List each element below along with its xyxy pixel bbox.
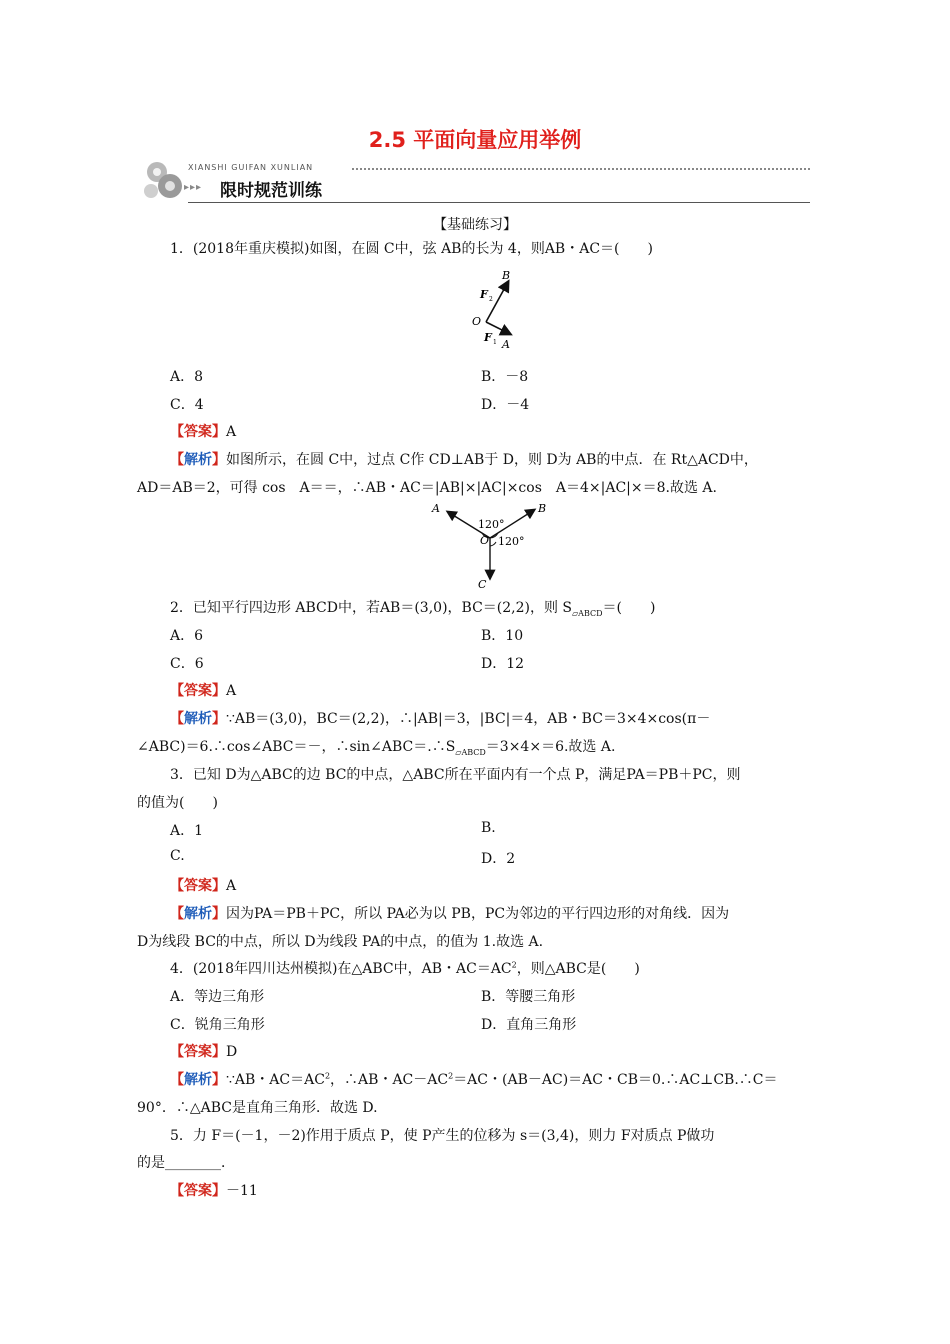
q2-stem: 2．已知平行四边形 ABCD中，若AB＝(3,0)，BC＝(2,2)，则 $S_{▱ABCD}=$( ) <box>170 600 656 618</box>
q3-stem-line-2: 的值为( ) <box>137 795 218 811</box>
banner-pinyin: XIANSHI GUIFAN XUNLIAN <box>188 163 314 172</box>
q1-stem: 1．(2018年重庆模拟)如图，在圆 C中，弦 AB的长为 4，则AB・AC＝( ) <box>170 241 653 257</box>
vector-figure-2 <box>430 498 550 592</box>
q1-answer: 【答案】A <box>170 424 237 440</box>
q1-option-c: C．4 <box>170 397 204 413</box>
q2-option-c: C．6 <box>170 656 204 672</box>
fig1-label-f1-sub: 1 <box>493 339 497 346</box>
q4-option-c: C．锐角三角形 <box>170 1017 265 1033</box>
answer-tag: 【答案】 <box>170 424 226 440</box>
answer-tag: 【答案】 <box>170 878 226 894</box>
q2-analysis-line-2: ∠ABC)＝6.∴cos∠ABC＝－，$\therefore\sin\angle ABC=.\therefore S_{▱ABCD}=3\times 4\times=6$.故选 A. <box>137 739 616 757</box>
q2-option-a: A．6 <box>170 628 204 644</box>
q4-option-a: A．等边三角形 <box>170 989 265 1005</box>
q3-answer: 【答案】A <box>170 878 237 894</box>
fig1-label-f1: F <box>484 331 492 344</box>
q3-option-a: A．1 <box>170 823 204 839</box>
q3-option-b: B. <box>481 820 496 836</box>
q3-analysis-line-1: 【解析】因为PA＝PB＋PC，所以 PA必为以 PB，PC为邻边的平行四边形的对角线．因为 <box>170 906 730 922</box>
answer-tag: 【答案】 <box>170 1183 226 1199</box>
page-title: 2.5 平面向量应用举例 <box>368 128 582 152</box>
q4-answer: 【答案】D <box>170 1044 238 1060</box>
angle-arc-right <box>490 542 496 546</box>
q5-answer: 【答案】－11 <box>170 1183 258 1199</box>
q5-stem-line-1: 5．力 F＝(－1，－2)作用于质点 P，使 P产生的位移为 s＝(3,4)，则力 F对质点 P做功 <box>170 1128 715 1144</box>
analysis-tag: 【解析】 <box>170 711 226 727</box>
banner-rule <box>188 202 810 203</box>
q4-analysis-line-2: 90°．∴△ABC是直角三角形．故选 D. <box>137 1100 378 1116</box>
fig1-label-b: B <box>502 269 511 282</box>
q1-analysis-line-1: 【解析】如图所示，在圆 C中，过点 C作 CD⊥AB于 D，则 D为 AB的中点．在 Rt△ACD中， <box>170 452 758 468</box>
q4-option-d: D．直角三角形 <box>481 1017 577 1033</box>
analysis-tag: 【解析】 <box>170 452 226 468</box>
fig2-angle-top: 120° <box>478 518 505 531</box>
banner-dotted-rule <box>352 168 810 170</box>
answer-tag: 【答案】 <box>170 1044 226 1060</box>
q3-analysis-line-2: D为线段 BC的中点，所以 D为线段 PA的中点，的值为 1.故选 A. <box>137 934 544 950</box>
fig2-label-c: C <box>478 578 487 591</box>
q4-stem: 4．(2018年四川达州模拟)在△ABC中，AB・$AC=AC^2$，则△ABC是( ) <box>170 960 640 977</box>
answer-tag: 【答案】 <box>170 683 226 699</box>
section-heading: 【基础练习】 <box>433 217 517 233</box>
fig1-label-o: O <box>472 315 482 328</box>
q2-answer: 【答案】A <box>170 683 237 699</box>
analysis-tag: 【解析】 <box>170 1072 226 1088</box>
fig2-label-b: B <box>538 502 547 515</box>
fig1-label-a: A <box>502 338 510 351</box>
fig2-label-o: O <box>480 534 490 547</box>
q4-analysis-line-1: 【解析】∵AB・$AC=AC^2$，∴AB・$AC-AC^2=AC$・(AB－AC)＝AC・CB＝0.∴AC⊥CB.∴C＝ <box>170 1071 778 1088</box>
section-banner <box>140 158 810 206</box>
q2-option-b: B．10 <box>481 628 524 644</box>
banner-label: 限时规范训练 <box>220 181 322 201</box>
q4-option-b: B．等腰三角形 <box>481 989 576 1005</box>
fig2-angle-right: 120° <box>498 535 525 548</box>
q3-option-c: C. <box>170 848 185 864</box>
fig1-label-f2: F <box>480 288 488 301</box>
q1-option-d: D．－4 <box>481 397 530 413</box>
q3-option-d: D．2 <box>481 851 516 867</box>
banner-arrows: ▸▸▸ <box>184 182 203 193</box>
gear-icon <box>140 158 186 202</box>
analysis-tag: 【解析】 <box>170 906 226 922</box>
q2-analysis-line-1: 【解析】∵AB＝(3,0)，BC＝(2,2)，∴|AB|＝3，|BC|＝4，AB・BC＝3×4×cos(π－ <box>170 711 711 727</box>
q5-stem-line-2: 的是________． <box>137 1155 235 1171</box>
q3-stem-line-1: 3．已知 D为△ABC的边 BC的中点，△ABC所在平面内有一个点 P，满足PA＝PB＋PC，则 <box>170 767 741 783</box>
q2-option-d: D．12 <box>481 656 525 672</box>
vector-figure-1 <box>466 268 526 352</box>
q1-option-a: A．8 <box>170 369 204 385</box>
fig1-label-f2-sub: 2 <box>489 296 493 303</box>
q1-option-b: B．－8 <box>481 369 529 385</box>
q1-analysis-line-2: AD＝AB＝2，可得 cos A＝＝，∴AB・AC＝|AB|×|AC|×cos A＝4×|AC|×＝8.故选 A. <box>137 480 717 496</box>
fig2-label-a: A <box>432 502 440 515</box>
